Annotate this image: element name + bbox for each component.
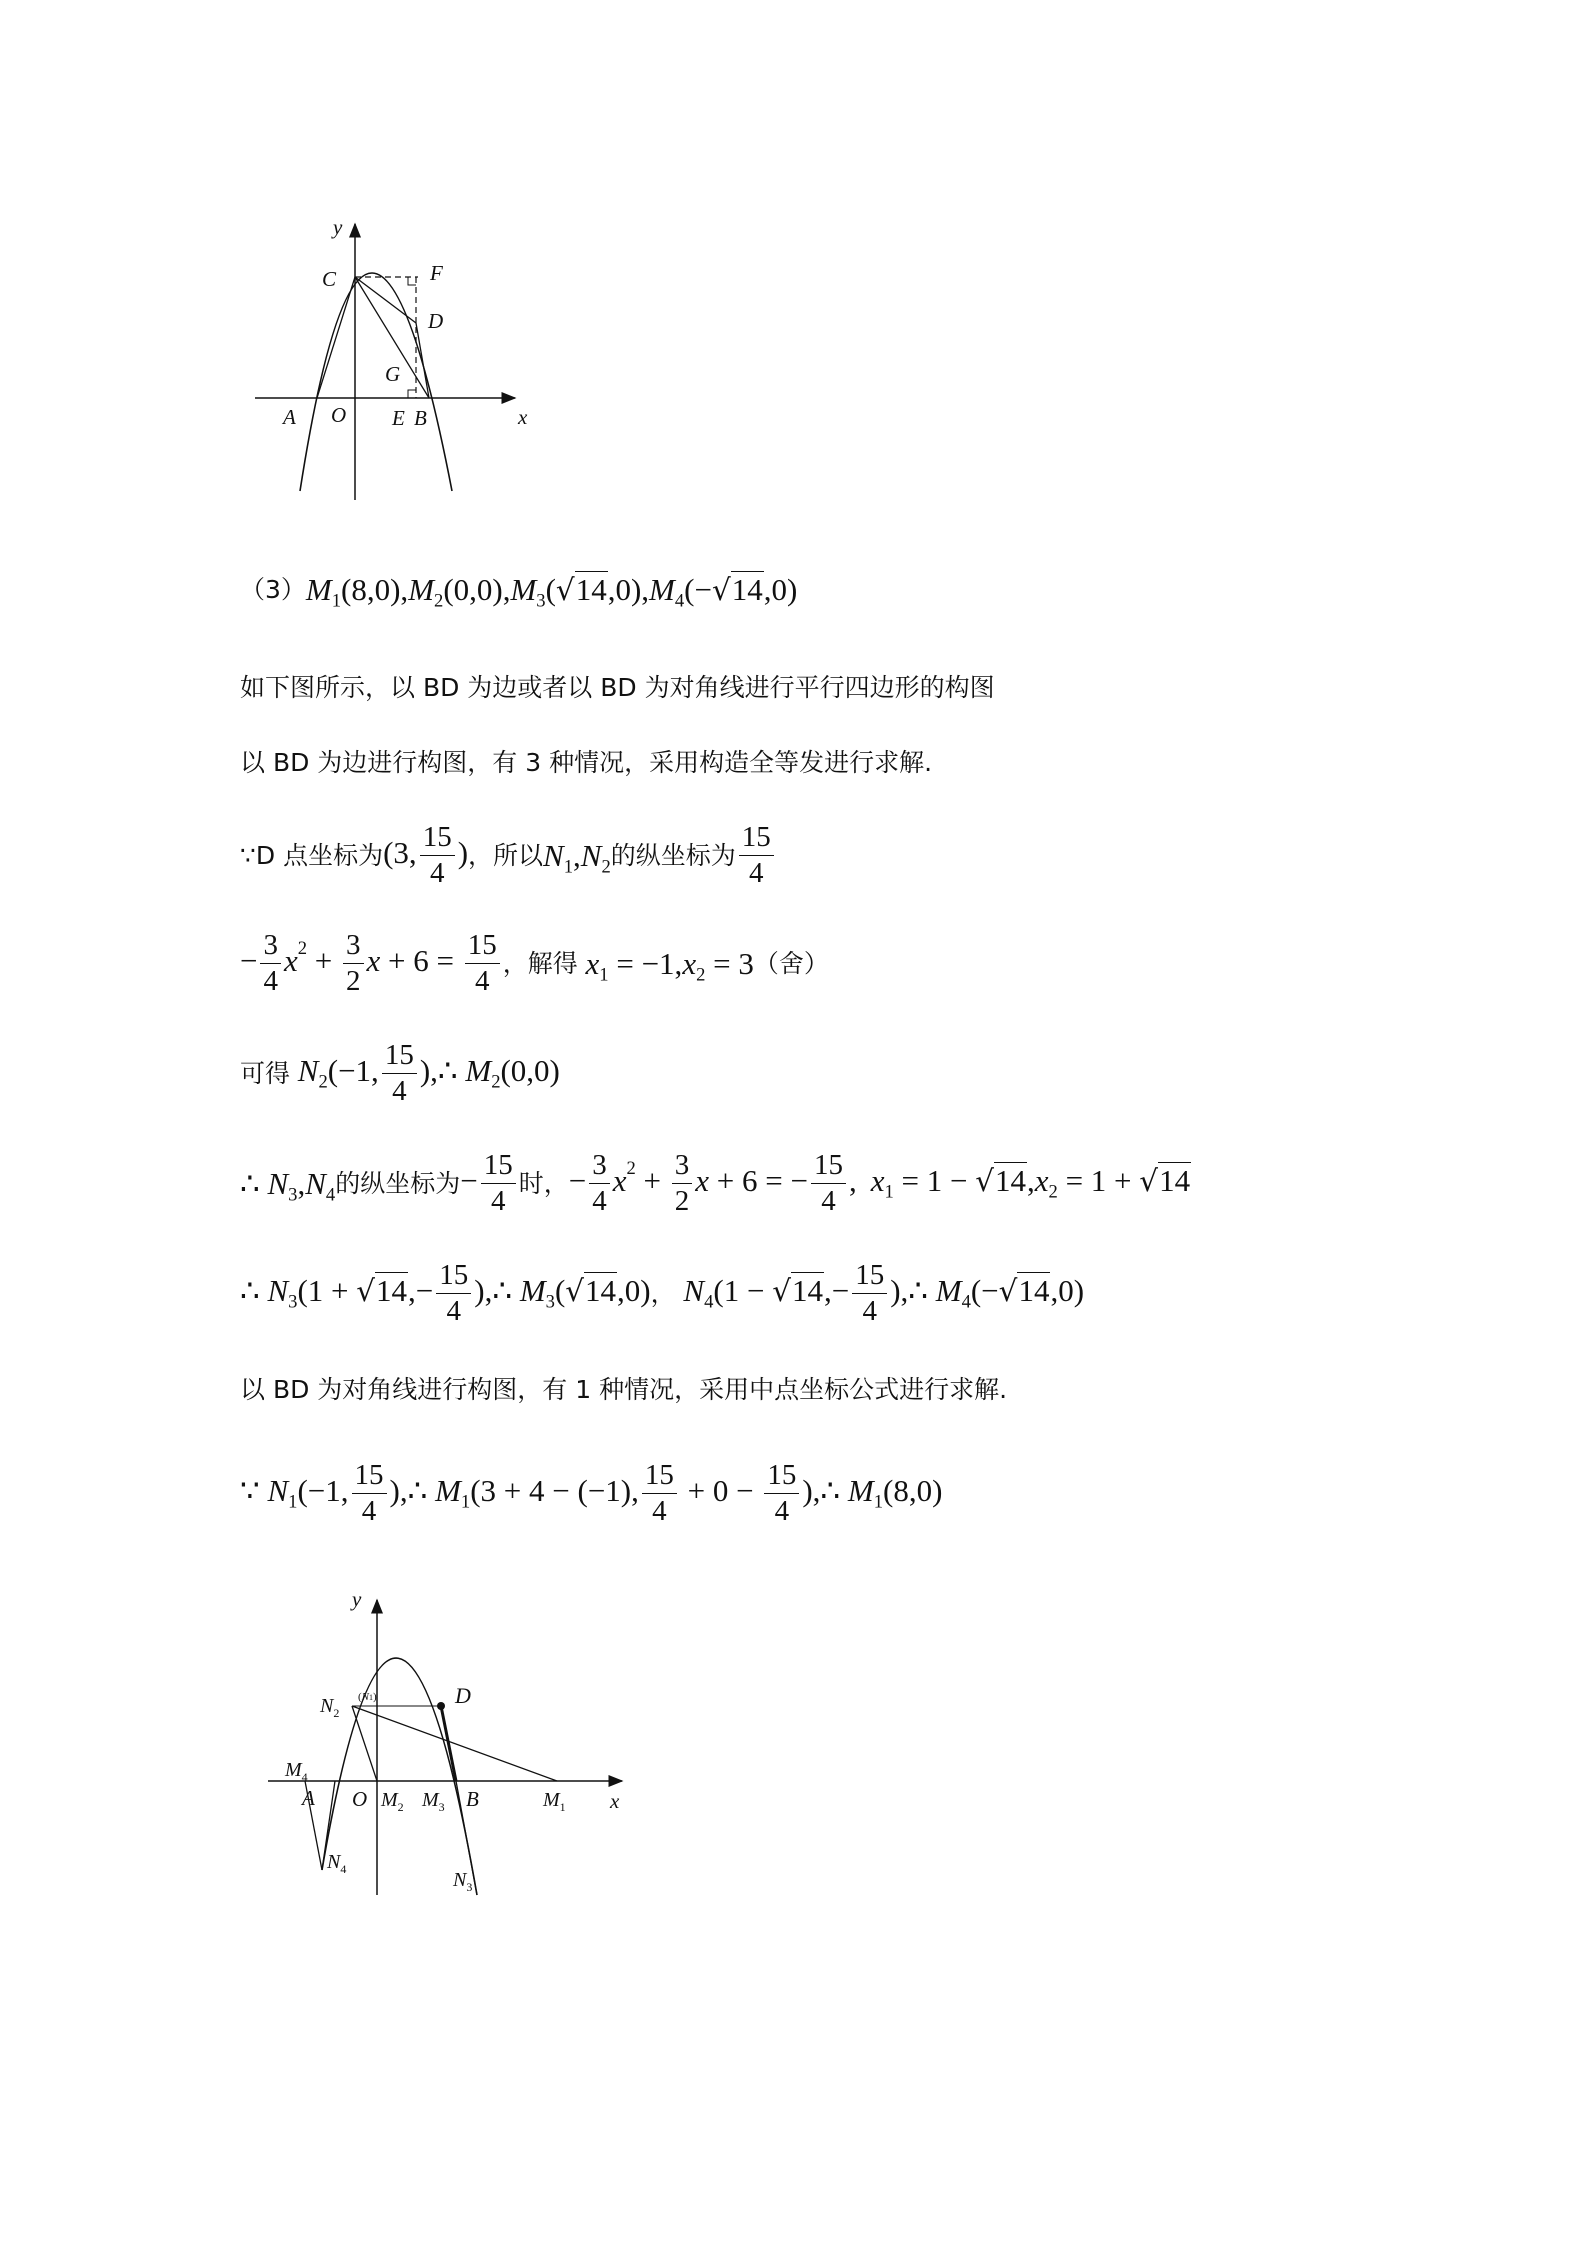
diag-case-line <box>240 1377 1007 1402</box>
n4-m4-expression: $N_4(1 - √14,-$ $\frac{15}{4}$ ),∴ $M_4(-√14,0)$ <box>683 1259 1085 1328</box>
neg-15-over-4: − $\frac{15}{4}$ <box>460 1150 518 1218</box>
fig1-label-O: O <box>331 403 347 427</box>
fig1-label-D: D <box>428 309 444 333</box>
comma-sep: ， <box>650 1279 676 1309</box>
equation-line <box>240 930 829 998</box>
fig1-label-A: A <box>283 405 296 429</box>
fig1-segment-CA <box>317 277 355 398</box>
n1-line <box>240 1460 942 1528</box>
fig2-label-N1: (N1) <box>358 1691 377 1703</box>
fig2-label-N2: $N_2$ <box>320 1695 340 1720</box>
fig1-label-G: G <box>385 362 401 386</box>
discard-note: （舍） <box>753 949 829 979</box>
fig1-label-x: x <box>518 405 528 429</box>
fig2-label-M1: $M_1$ <box>543 1789 566 1814</box>
part3-answer-line <box>240 572 798 612</box>
side-case-line <box>240 750 932 775</box>
fig1-segment-CD <box>355 277 416 323</box>
n3-n4-coords-line <box>240 1260 1084 1328</box>
fig2-label-y: y <box>352 1587 362 1611</box>
ordinate-15-over-4: $\frac{15}{4}$ <box>739 822 774 890</box>
can-get-text: 可得 <box>240 1059 291 1089</box>
n34-mid-text: 的纵坐标为 <box>335 1169 461 1199</box>
figure-1-parabola <box>240 200 570 510</box>
equation-lhs: − $\frac{3}{4}$ $x^2$ + $\frac{3}{2}$ x + 6 = $\frac{15}{4}$ <box>240 930 503 998</box>
n34-when-text: 时， <box>518 1169 569 1199</box>
figure-2-svg <box>260 1580 640 1910</box>
fig1-label-C: C <box>322 267 337 291</box>
fig2-label-D: D <box>455 1683 471 1708</box>
fig2-segment-N2-M2 <box>352 1706 377 1781</box>
intro-text: 如下图所示，以 BD 为边或者以 BD 为对角线进行平行四边形的构图 <box>240 673 995 702</box>
fig2-label-B: B <box>466 1787 479 1811</box>
d-coord-mid: ，所以 <box>468 841 544 871</box>
part3-label: （3） <box>240 575 306 605</box>
fig2-label-M4: $M_4$ <box>285 1759 308 1784</box>
fig1-label-E: E <box>392 406 405 430</box>
n1-m1-expression: ∵ $N_1(-1$, $\frac{15}{4}$ ),∴ $M_1(3 + 4 - (-1)$, $\frac{15}{4}$ + 0 − $\frac{15}{4}$ ),∴ $M_1(8,0)$ <box>240 1459 943 1528</box>
solve-prefix: ，解得 <box>502 949 578 979</box>
fig2-label-O: O <box>352 1787 368 1811</box>
side-case-text: 以 BD 为边进行构图，有 3 种情况，采用构造全等发进行求解. <box>240 748 933 777</box>
n2-line <box>240 1040 560 1108</box>
fig1-label-B: B <box>414 406 427 430</box>
d-coord-prefix: ∵D 点坐标为 <box>240 841 384 871</box>
part3-answer: $M_1(8,0),M_2(0,0),M_3(√14,0),M_4(-√14,0)$ <box>305 572 798 612</box>
n2-m2-expression: $N_2(-1$, $\frac{15}{4}$ ),∴ $M_2(0,0)$ <box>297 1039 560 1108</box>
d-coord-suffix: 的纵坐标为 <box>610 841 736 871</box>
fig1-label-F: F <box>430 261 443 285</box>
figure-1-svg <box>240 200 570 510</box>
fig2-label-x: x <box>610 1789 620 1813</box>
d-coord-value: (3, $\frac{15}{4}$ ) <box>383 821 469 890</box>
therefore-n3-n4: ∴ $N_3,N_4$ <box>240 1166 336 1206</box>
fig2-label-A: A <box>302 1786 315 1810</box>
fig1-right-angle-E <box>408 390 416 398</box>
intro-line <box>240 675 995 700</box>
diag-case-text: 以 BD 为对角线进行构图，有 1 种情况，采用中点坐标公式进行求解. <box>240 1375 1008 1404</box>
n34-equation: − $\frac{3}{4}$ $x^2$ + $\frac{3}{2}$ x + 6 = − $\frac{15}{4}$ , $x_1 = 1 - √14,x_2 = 1 + √14$ <box>568 1149 1191 1218</box>
n1-n2-symbols: $N_1,N_2$ <box>543 838 611 878</box>
fig1-parabola <box>300 273 452 491</box>
d-coordinate-line <box>240 822 777 890</box>
fig2-label-N4: $N_4$ <box>327 1851 347 1876</box>
fig2-point-D <box>437 1702 445 1710</box>
n3-n4-ordinate-line <box>240 1150 1191 1218</box>
fig1-label-y: y <box>333 215 343 239</box>
fig2-label-N3: $N_3$ <box>453 1869 473 1894</box>
fig2-label-M2: $M_2$ <box>381 1789 404 1814</box>
n3-m3-expression: ∴ $N_3(1 + √14,-$ $\frac{15}{4}$ ),∴ $M_3(√14,0)$ <box>240 1259 651 1328</box>
figure-2-parallelograms <box>260 1580 640 1910</box>
equation-roots: $x_1 = -1,x_2 = 3$ <box>585 946 754 986</box>
fig2-label-M3: $M_3$ <box>422 1789 445 1814</box>
fig1-right-angle-F <box>408 277 416 285</box>
